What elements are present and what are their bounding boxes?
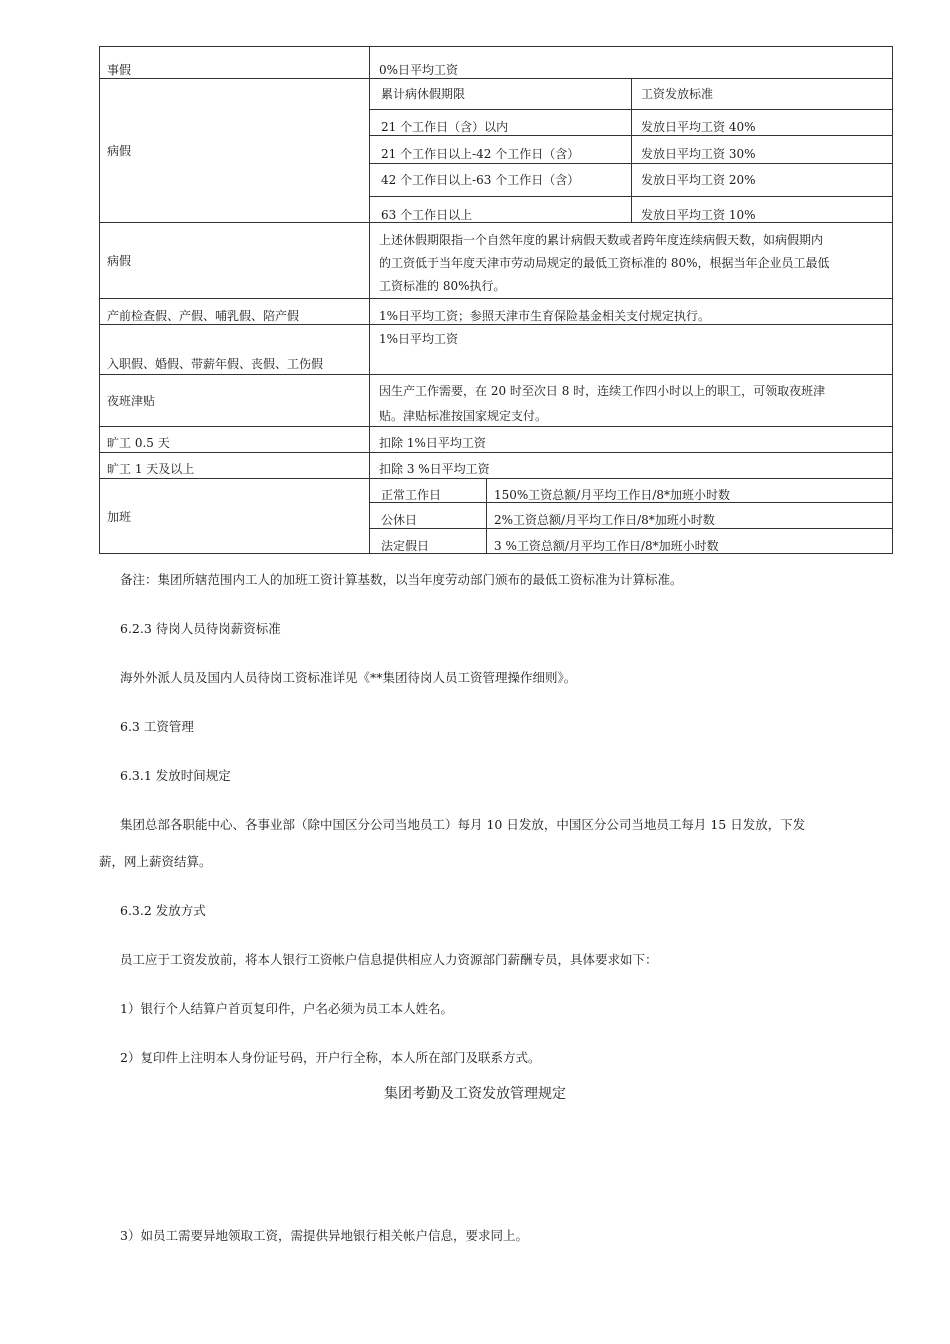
jiaban-type: 公休日	[381, 513, 418, 527]
kuanggong-half-label: 旷工 0.5 天	[107, 436, 170, 450]
overtime-note: 备注：集团所辖范围内工人的加班工资计算基数，以当年度劳动部门颁布的最低工资标准为计算标准。	[120, 572, 683, 587]
jiaban-type: 正常工作日	[381, 488, 442, 502]
bingjia-period: 42 个工作日以上-63 个工作日（含）	[381, 173, 580, 187]
requirement-item-3: 3）如员工需要异地领取工资，需提供异地银行相关帐户信息，要求同上。	[120, 1228, 528, 1243]
jiaban-formula: 150%工资总额/月平均工作日/8*加班小时数	[494, 488, 731, 502]
bingjia-standard: 发放日平均工资 10%	[641, 208, 756, 222]
section-heading-63: 6.3 工资管理	[120, 719, 194, 734]
bingjia-period: 21 个工作日（含）以内	[381, 120, 509, 134]
paragraph-631-line1: 集团总部各职能中心、各事业部（除中国区分公司当地员工）每月 10 日发放，中国区分公司当地员工每月 15 日发放，下发	[120, 817, 806, 832]
bingjia-period: 63 个工作日以上	[381, 208, 473, 222]
bingjia-standard: 发放日平均工资 20%	[641, 173, 756, 187]
paragraph-623: 海外外派人员及国内人员待岗工资标准详见《**集团待岗人员工资管理操作细则》。	[120, 670, 577, 685]
yeban-label: 夜班津贴	[107, 394, 156, 408]
ruzhi-value: 1%日平均工资	[379, 332, 459, 346]
ruzhi-label: 入职假、婚假、带薪年假、丧假、工伤假	[107, 357, 324, 371]
bingjia-head-standard: 工资发放标准	[641, 87, 714, 101]
bingjia-note-label: 病假	[107, 254, 132, 268]
bingjia-note-line: 上述休假期限指一个自然年度的累计病假天数或者跨年度连续病假天数，如病假期内	[379, 233, 824, 247]
page-footer-title: 集团考勤及工资发放管理规定	[384, 1086, 566, 1102]
shijia-label: 事假	[107, 63, 132, 77]
bingjia-note-line: 的工资低于当年度天津市劳动局规定的最低工资标准的 80%，根据当年企业员工最低	[379, 256, 830, 270]
section-heading-632: 6.3.2 发放方式	[120, 903, 206, 918]
bingjia-note-line: 工资标准的 80%执行。	[379, 279, 506, 293]
jiaban-formula: 3 %工资总额/月平均工作日/8*加班小时数	[494, 539, 719, 553]
yeban-line: 因生产工作需要，在 20 时至次日 8 时，连续工作四小时以上的职工，可领取夜班津	[379, 384, 826, 398]
paragraph-631-line2: 薪，网上薪资结算。	[99, 854, 212, 869]
jiaban-formula: 2%工资总额/月平均工作日/8*加班小时数	[494, 513, 715, 527]
bingjia-standard: 发放日平均工资 40%	[641, 120, 756, 134]
requirement-item-2: 2）复印件上注明本人身份证号码，开户行全称，本人所在部门及联系方式。	[120, 1050, 541, 1065]
jiaban-type: 法定假日	[381, 539, 430, 553]
bingjia-standard: 发放日平均工资 30%	[641, 147, 756, 161]
chanjia-value: 1%日平均工资；参照天津市生育保险基金相关支付规定执行。	[379, 309, 711, 323]
kuanggong-full-value: 扣除 3 %日平均工资	[379, 462, 490, 476]
bingjia-label: 病假	[107, 144, 132, 158]
kuanggong-half-value: 扣除 1%日平均工资	[379, 436, 486, 450]
chanjia-label: 产前检查假、产假、哺乳假、陪产假	[107, 309, 300, 323]
section-heading-631: 6.3.1 发放时间规定	[120, 768, 231, 783]
requirement-item-1: 1）银行个人结算户首页复印件，户名必须为员工本人姓名。	[120, 1001, 453, 1016]
kuanggong-full-label: 旷工 1 天及以上	[107, 462, 195, 476]
bingjia-head-period: 累计病休假期限	[381, 87, 466, 101]
shijia-value: 0%日平均工资	[379, 63, 459, 77]
section-heading-623: 6.2.3 待岗人员待岗薪资标准	[120, 621, 281, 636]
yeban-line: 贴。津贴标准按国家规定支付。	[379, 409, 548, 423]
jiaban-label: 加班	[107, 510, 132, 524]
paragraph-632: 员工应于工资发放前，将本人银行工资帐户信息提供相应人力资源部门薪酬专员，具体要求如下：	[120, 952, 658, 967]
bingjia-period: 21 个工作日以上-42 个工作日（含）	[381, 147, 580, 161]
